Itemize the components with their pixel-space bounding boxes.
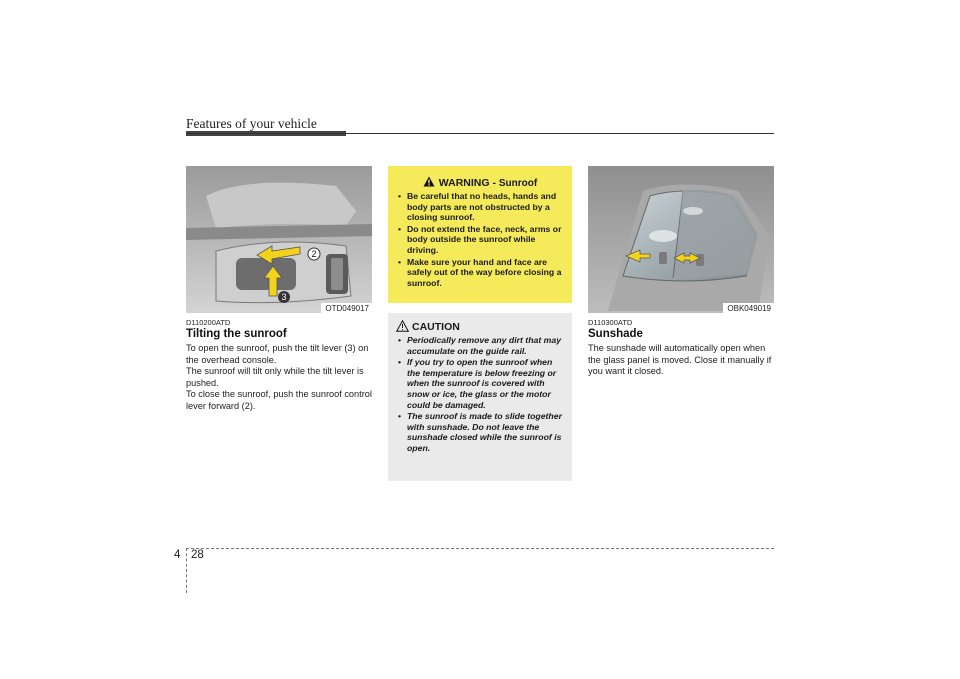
warning-box xyxy=(388,166,572,303)
warning-subject: Sunroof xyxy=(498,178,538,189)
footer-vertical-rule xyxy=(186,548,187,593)
caution-box xyxy=(388,313,572,481)
caution-item: • The sunroof is made to slide together with sunshade. Do not leave the sunshade closed while the sunroof is open. xyxy=(398,411,566,453)
section-code: D110300ATD xyxy=(588,318,633,327)
caution-list xyxy=(398,335,566,455)
paragraph: The sunshade will automatically open when the glass panel is moved. Close it manually if you want it closed. xyxy=(588,343,772,377)
section-heading: Tilting the sunroof xyxy=(186,328,287,340)
warning-title xyxy=(388,176,572,189)
page-number: 28 xyxy=(191,549,204,561)
paragraph: To close the sunroof, push the sunroof control lever forward (2). xyxy=(186,389,372,411)
warning-list xyxy=(398,191,568,289)
warning-triangle-icon xyxy=(423,176,435,187)
callout-2: 2 xyxy=(311,249,317,259)
section-body xyxy=(588,343,774,378)
section-code: D110200ATD xyxy=(186,318,231,327)
chapter-number: 4 xyxy=(174,549,181,561)
warning-item: • Make sure your hand and face are safely out of the way before closing a sunroof. xyxy=(398,257,568,289)
caution-item: • Periodically remove any dirt that may accumulate on the guide rail. xyxy=(398,335,566,356)
caution-item: • If you try to open the sunroof when the temperature is below freezing or when the sunroof is covered with snow or ice, the glass or the motor could be damaged. xyxy=(398,357,566,410)
warning-item: • Be careful that no heads, hands and body parts are not obstructed by a closing sunroof. xyxy=(398,191,568,223)
figure-code: OTD049017 xyxy=(321,303,372,313)
section-heading: Sunshade xyxy=(588,328,643,340)
caution-triangle-icon xyxy=(396,320,409,332)
figure-code: OBK049019 xyxy=(723,303,774,313)
caution-title: CAUTION xyxy=(412,321,460,333)
running-header: Features of your vehicle xyxy=(186,116,317,131)
paragraph: To open the sunroof, push the tilt lever (3) on the overhead console. xyxy=(186,343,369,365)
paragraph: The sunroof will tilt only while the tilt lever is pushed. xyxy=(186,366,364,388)
sunshade-figure xyxy=(588,166,774,313)
warning-item: • Do not extend the face, neck, arms or body outside the sunroof while driving. xyxy=(398,224,568,256)
header-rule xyxy=(186,133,774,134)
footer-rule xyxy=(186,548,774,549)
tilt-lever-figure xyxy=(186,166,372,313)
section-body xyxy=(186,343,372,413)
callout-3: 3 xyxy=(281,292,287,302)
warning-label: WARNING - xyxy=(438,177,496,189)
